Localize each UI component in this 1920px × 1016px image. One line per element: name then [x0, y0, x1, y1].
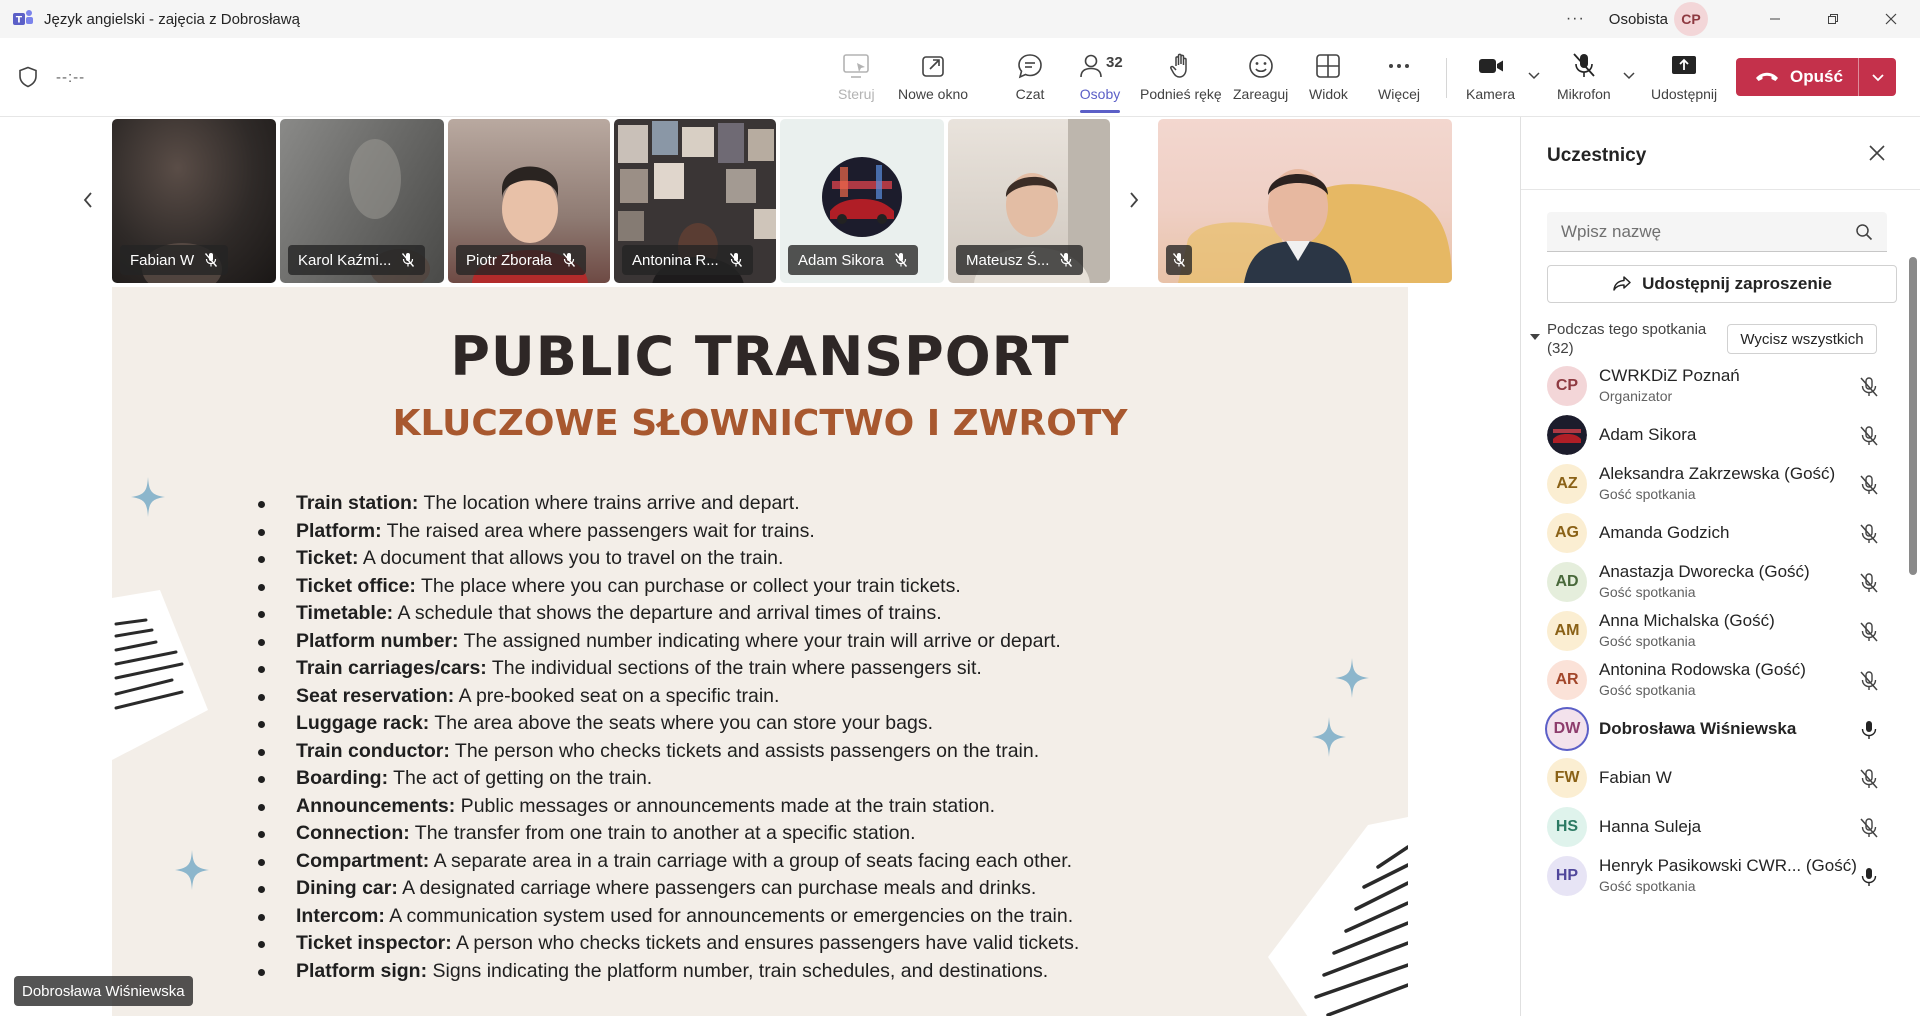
mic-off-icon	[1172, 252, 1186, 268]
react-button[interactable]	[1233, 52, 1288, 108]
camera-label: Kamera	[1466, 86, 1516, 102]
sparkle-icon	[175, 850, 209, 890]
participant-role: Gość spotkania	[1599, 633, 1696, 649]
participant-row[interactable]	[1521, 362, 1907, 411]
vocab-term: Dining car:	[296, 877, 398, 899]
section-label-count: (32)	[1547, 340, 1574, 357]
participant-row[interactable]	[1521, 411, 1907, 460]
decorative-paper-right	[1268, 817, 1408, 1016]
window-title: Język angielski - zajęcia z Dobrosławą	[44, 10, 300, 28]
chevron-left-icon	[82, 191, 94, 209]
mic-off-icon	[401, 252, 415, 268]
vocab-item	[252, 793, 1252, 821]
vocab-definition: The transfer from one train to another at a specific station.	[409, 822, 916, 844]
restore-button[interactable]	[1804, 0, 1862, 38]
sparkle-icon	[131, 477, 165, 517]
share-invite-label: Udostępnij zaproszenie	[1642, 274, 1832, 293]
video-tile-mateusz[interactable]	[948, 119, 1110, 283]
participant-name: CWRKDiZ Poznań	[1599, 366, 1740, 385]
vocab-definition: The individual sections of the train where passengers sit.	[486, 657, 982, 679]
vocab-definition: A pre-booked seat on a specific train.	[454, 684, 780, 707]
vocab-item	[252, 875, 1252, 903]
vocab-definition: A designated carriage where passengers can purchase meals and drinks.	[397, 877, 1037, 899]
avatar: HP	[1547, 856, 1587, 896]
minimize-icon	[1769, 13, 1781, 25]
video-tile-antonina[interactable]	[614, 119, 776, 283]
layout-grid-icon	[1313, 52, 1343, 80]
share-arrow-icon	[1612, 275, 1632, 293]
participant-name: Adam Sikora	[1599, 425, 1697, 444]
camera-button[interactable]	[1466, 52, 1515, 108]
video-tile-self[interactable]	[1158, 119, 1452, 283]
vocab-item	[252, 683, 1252, 711]
participant-role: Gość spotkania	[1599, 878, 1696, 894]
mic-off-icon	[1569, 52, 1599, 80]
vocab-definition: The location where trains arrive and depart.	[418, 492, 800, 514]
vocab-item	[252, 545, 1252, 573]
steruj-label: Steruj	[838, 86, 875, 102]
section-label-title: Podczas tego spotkania	[1547, 321, 1707, 338]
more-button[interactable]	[1378, 52, 1420, 108]
video-camera-icon	[1476, 52, 1506, 80]
vocab-term: Ticket office:	[296, 574, 416, 597]
share-screen-icon	[1669, 52, 1699, 80]
mic-off-icon	[729, 252, 743, 268]
meeting-toolbar	[0, 38, 1920, 117]
participant-video	[1158, 119, 1452, 283]
vocab-term: Ticket inspector:	[296, 932, 452, 954]
vocab-item	[252, 600, 1252, 628]
mic-off-icon[interactable]	[1859, 425, 1879, 447]
thumbnail-name: Piotr Zborała	[466, 251, 552, 269]
close-panel-icon[interactable]	[1867, 143, 1887, 163]
participant-row[interactable]	[1521, 803, 1907, 852]
thumbnail-name: Karol Kaźmi...	[298, 251, 392, 269]
avatar: HS	[1547, 807, 1587, 847]
vocab-definition: A separate area in a train carriage with a group of seats facing each other.	[429, 849, 1073, 872]
mic-off-icon	[562, 252, 576, 268]
vocab-term: Announcements:	[296, 794, 456, 817]
mic-off-icon[interactable]	[1859, 572, 1879, 594]
thumbnail-name-tag	[288, 245, 425, 275]
participant-name: Dobrosława Wiśniewska	[1599, 719, 1797, 738]
vocabulary-list	[252, 490, 1252, 985]
share-button[interactable]	[1651, 52, 1717, 108]
participants-panel	[1520, 117, 1920, 1016]
mic-options-chevron-icon[interactable]	[1622, 68, 1636, 82]
vocab-term: Train carriages/cars:	[296, 657, 487, 679]
mic-off-icon	[204, 252, 218, 268]
close-icon	[1885, 13, 1897, 25]
sparkle-icon	[1312, 717, 1346, 757]
vocab-item	[252, 710, 1252, 738]
restore-icon	[1827, 13, 1839, 25]
vocab-term: Boarding:	[296, 767, 389, 789]
chat-label: Czat	[1015, 86, 1045, 102]
people-label: Osoby	[1079, 86, 1121, 102]
panel-separator	[1521, 189, 1920, 190]
chat-icon	[1015, 52, 1045, 80]
vocab-item	[252, 958, 1252, 986]
vocab-term: Ticket:	[296, 547, 359, 569]
mic-off-icon	[894, 252, 908, 268]
slide-title: PUBLIC TRANSPORT	[450, 325, 1070, 388]
avatar: CP	[1547, 366, 1587, 406]
vocab-definition: A schedule that shows the departure and arrival times of trains.	[393, 602, 942, 624]
leave-label: Opuść	[1790, 67, 1843, 86]
pop-out-icon	[918, 52, 948, 80]
smiley-icon	[1246, 52, 1276, 80]
mic-off-icon[interactable]	[1859, 621, 1879, 643]
raise-hand-button[interactable]	[1140, 52, 1222, 108]
avatar	[1547, 415, 1587, 455]
shared-presentation-slide[interactable]	[112, 287, 1408, 1016]
view-label: Widok	[1309, 86, 1348, 102]
search-icon[interactable]	[1855, 223, 1873, 241]
search-input[interactable]	[1547, 222, 1847, 242]
chevron-down-icon	[1871, 70, 1885, 84]
thumbnail-name-tag	[788, 245, 918, 275]
raise-hand-label: Podnieś rękę	[1140, 86, 1222, 102]
vocab-item	[252, 655, 1252, 683]
mic-off-icon[interactable]	[1859, 817, 1879, 839]
raise-hand-icon	[1166, 52, 1196, 80]
thumbnail-name-tag	[622, 245, 753, 275]
svg-text:T: T	[15, 15, 23, 26]
vocab-term: Intercom:	[296, 904, 385, 927]
video-tile-piotr[interactable]	[448, 119, 610, 283]
people-count: 32	[1106, 54, 1123, 71]
in-meeting-section-label[interactable]	[1547, 320, 1706, 358]
mic-off-icon[interactable]	[1859, 670, 1879, 692]
participant-role: Gość spotkania	[1599, 486, 1696, 502]
steruj-button[interactable]	[838, 52, 875, 108]
thumbnail-name: Adam Sikora	[798, 251, 884, 269]
vocab-item	[252, 573, 1252, 601]
vocab-term: Platform number:	[296, 629, 459, 652]
video-tile-fabian[interactable]	[112, 119, 276, 283]
mic-off-icon[interactable]	[1859, 376, 1879, 398]
vocab-item	[252, 820, 1252, 848]
react-label: Zareaguj	[1233, 86, 1289, 102]
account-label[interactable]: Osobista	[1608, 10, 1668, 28]
mic-off-icon[interactable]	[1859, 474, 1879, 496]
vocab-definition: The area above the seats where you can store your bags.	[429, 712, 933, 734]
view-button[interactable]	[1309, 52, 1348, 108]
teams-logo-icon	[12, 8, 34, 30]
avatar: AG	[1547, 513, 1587, 553]
avatar: AZ	[1547, 464, 1587, 504]
participant-role: Organizator	[1599, 388, 1673, 404]
participant-row[interactable]	[1521, 754, 1907, 803]
ellipsis-icon	[1384, 52, 1414, 80]
mic-on-icon[interactable]	[1859, 719, 1879, 741]
vocab-item	[252, 848, 1252, 876]
shield-icon[interactable]	[18, 66, 38, 88]
vocab-definition: A communication system used for announcements or emergencies on the train.	[384, 904, 1074, 927]
account-avatar[interactable]: CP	[1674, 2, 1708, 36]
participant-role: Gość spotkania	[1599, 682, 1696, 698]
thumbnail-name-tag	[456, 245, 586, 275]
vocab-definition: The place where you can purchase or collect your train tickets.	[415, 574, 961, 597]
vocab-term: Luggage rack:	[296, 712, 430, 734]
people-icon	[1076, 52, 1106, 80]
participant-row[interactable]	[1521, 558, 1907, 607]
vocab-definition: The act of getting on the train.	[388, 767, 653, 789]
avatar: FW	[1547, 758, 1587, 798]
leave-options-button[interactable]	[1859, 58, 1896, 96]
mic-on-icon[interactable]	[1859, 866, 1879, 888]
mute-all-button[interactable]: Wycisz wszystkich	[1727, 324, 1877, 354]
thumbnail-name-tag	[956, 245, 1083, 275]
close-window-button[interactable]	[1862, 0, 1920, 38]
mic-off-icon[interactable]	[1859, 523, 1879, 545]
new-window-label: Nowe okno	[898, 86, 969, 102]
take-control-icon	[841, 52, 871, 80]
participant-name: Anna Michalska (Gość)	[1599, 611, 1775, 630]
vocab-definition: The raised area where passengers wait for trains.	[381, 519, 815, 542]
thumbnail-name: Mateusz Ś...	[966, 251, 1050, 269]
microphone-label: Mikrofon	[1557, 86, 1611, 102]
vocab-term: Connection:	[296, 822, 410, 844]
vocab-definition: Public messages or announcements made at the train station.	[455, 794, 996, 817]
vocab-term: Platform:	[296, 519, 382, 542]
vocab-definition: A person who checks tickets and ensures passengers have valid tickets.	[451, 932, 1080, 954]
avatar: AM	[1547, 611, 1587, 651]
camera-options-chevron-icon[interactable]	[1527, 68, 1541, 82]
participant-name: Aleksandra Zakrzewska (Gość)	[1599, 464, 1836, 483]
thumbnail-name: Fabian W	[130, 251, 195, 269]
participant-name: Amanda Godzich	[1599, 523, 1730, 542]
participant-search[interactable]	[1547, 212, 1887, 252]
vocab-term: Timetable:	[296, 602, 394, 624]
thumbnail-name: Antonina R...	[632, 251, 719, 269]
avatar: AR	[1547, 660, 1587, 700]
vocab-item	[252, 738, 1252, 766]
panel-scrollbar[interactable]	[1909, 257, 1917, 575]
section-collapse-icon[interactable]	[1529, 332, 1541, 342]
share-label: Udostępnij	[1651, 86, 1718, 102]
vocab-item	[252, 628, 1252, 656]
title-bar	[0, 0, 1920, 38]
vocab-item	[252, 518, 1252, 546]
vocab-definition: The assigned number indicating where your train will arrive or depart.	[458, 629, 1061, 652]
vocab-item	[252, 765, 1252, 793]
minimize-button[interactable]	[1746, 0, 1804, 38]
avatar: DW	[1547, 709, 1587, 749]
participant-row[interactable]	[1521, 852, 1907, 901]
participant-role: Gość spotkania	[1599, 584, 1696, 600]
vocab-term: Train conductor:	[296, 739, 450, 762]
slide-subtitle: KLUCZOWE SŁOWNICTWO I ZWROTY	[392, 403, 1128, 444]
participant-name: Henryk Pasikowski CWR... (Gość)	[1599, 856, 1857, 875]
toolbar-divider	[1446, 58, 1447, 98]
chat-button[interactable]	[1015, 52, 1045, 108]
more-options-icon[interactable]: ···	[1565, 10, 1585, 27]
people-button[interactable]	[1078, 52, 1122, 108]
hang-up-icon	[1754, 69, 1780, 85]
avatar: AD	[1547, 562, 1587, 602]
vocab-term: Platform sign:	[296, 959, 428, 982]
vocab-term: Train station:	[296, 492, 419, 514]
vocab-item	[252, 490, 1252, 518]
mic-off-icon	[1059, 252, 1073, 268]
participant-name: Anastazja Dworecka (Gość)	[1599, 562, 1810, 581]
microphone-button[interactable]	[1557, 52, 1611, 108]
vocab-definition: Signs indicating the platform number, train schedules, and destinations.	[427, 959, 1049, 982]
thumbnails-prev-button[interactable]	[68, 119, 108, 280]
more-label: Więcej	[1378, 86, 1421, 102]
share-invite-button[interactable]	[1547, 265, 1897, 303]
vocab-term: Compartment:	[296, 849, 430, 872]
panel-title: Uczestnicy	[1547, 145, 1647, 166]
vocab-item	[252, 930, 1252, 958]
video-tile-adam[interactable]	[780, 119, 944, 283]
chevron-right-icon	[1128, 191, 1140, 209]
thumbnail-name-tag	[120, 245, 228, 275]
meeting-timer: --:--	[56, 69, 86, 86]
meeting-stage	[0, 117, 1520, 1016]
thumbnail-name-tag	[1166, 245, 1192, 275]
leave-button[interactable]	[1736, 58, 1896, 96]
vocab-item	[252, 903, 1252, 931]
decorative-paper-left	[112, 590, 222, 770]
participant-row[interactable]	[1521, 607, 1907, 656]
participant-row[interactable]	[1521, 705, 1907, 754]
participant-name: Fabian W	[1599, 768, 1672, 787]
mic-off-icon[interactable]	[1859, 768, 1879, 790]
vocab-definition: The person who checks tickets and assists passengers on the train.	[449, 739, 1040, 762]
participant-row[interactable]	[1521, 656, 1907, 705]
participant-row[interactable]	[1521, 509, 1907, 558]
new-window-button[interactable]	[898, 52, 968, 108]
leave-main-button[interactable]	[1736, 58, 1858, 96]
participant-name: Hanna Suleja	[1599, 817, 1702, 836]
participant-name: Antonina Rodowska (Gość)	[1599, 660, 1806, 679]
vocab-term: Seat reservation:	[296, 684, 455, 707]
thumbnails-next-button[interactable]	[1114, 119, 1154, 280]
sparkle-icon	[1335, 658, 1369, 698]
vocab-definition: A document that allows you to travel on the train.	[358, 547, 784, 569]
video-tile-karol[interactable]	[280, 119, 444, 283]
presenter-name-tag: Dobrosława Wiśniewska	[14, 976, 193, 1006]
participant-row[interactable]	[1521, 460, 1907, 509]
